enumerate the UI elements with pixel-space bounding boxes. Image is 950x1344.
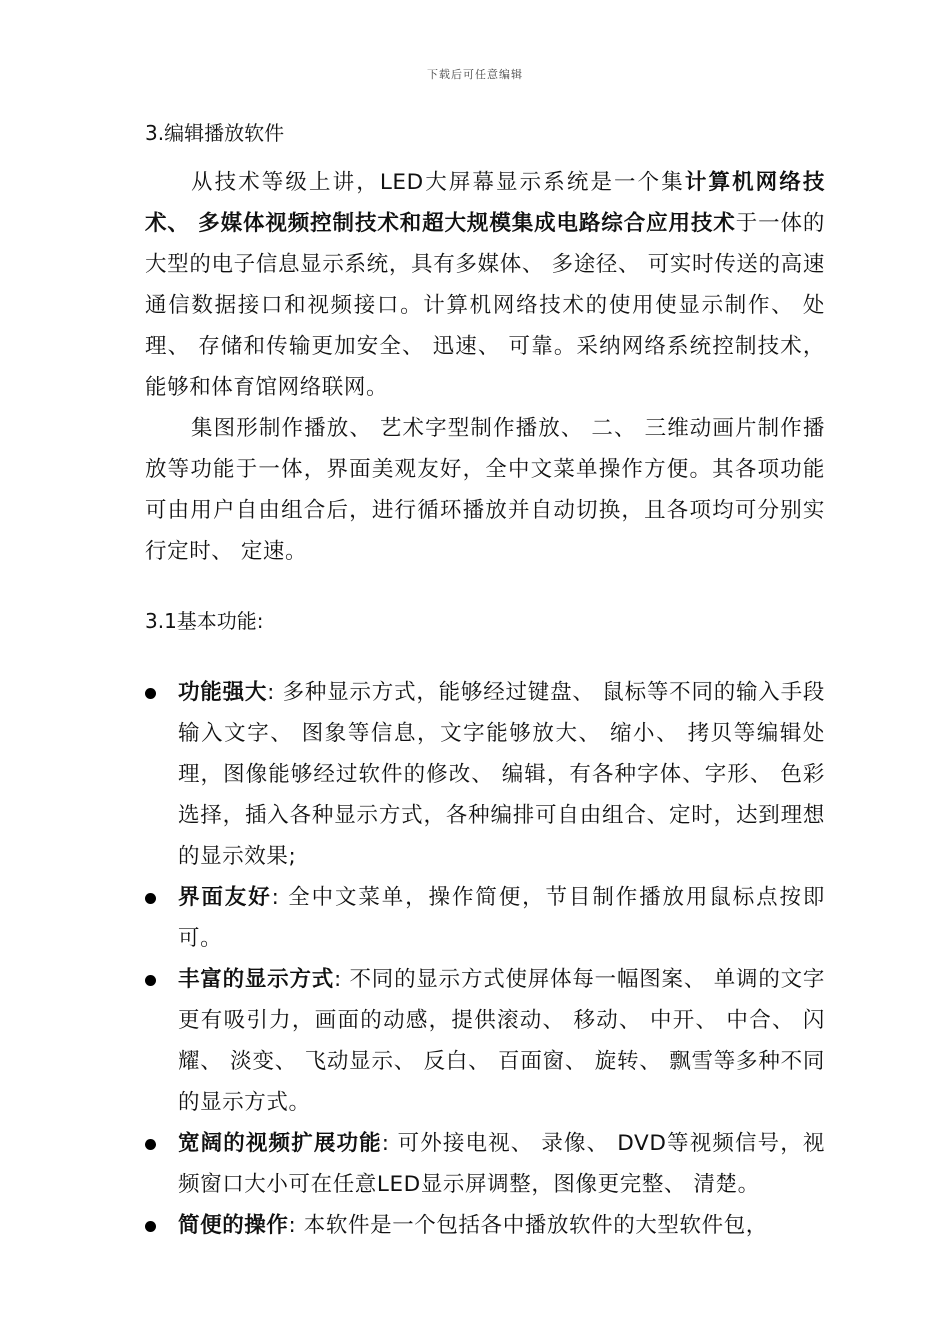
- list-item-title: 宽阔的视频扩展功能: [178, 1131, 382, 1156]
- paragraph-features: 集图形制作播放、 艺术字型制作播放、 二、 三维动画片制作播放等功能于一体，界面美观友好，全中文菜单操作方便。其各项功能可由用户自由组合后，进行循环播放并自动切换，且各项均可分别实行定时、 定速。: [145, 416, 825, 564]
- list-item-text: : 本软件是一个包括各中播放软件的大型软件包，: [288, 1213, 768, 1238]
- section-heading-basic-functions: 3.1基本功能:: [145, 609, 264, 633]
- list-item: [145, 672, 825, 877]
- section-heading-editing-software: 3.编辑播放软件: [145, 121, 285, 145]
- bullet-icon: [145, 975, 156, 986]
- list-item: [145, 1123, 825, 1205]
- list-item-title: 丰富的显示方式: [178, 967, 335, 992]
- list-item-title: 界面友好: [178, 885, 272, 910]
- bullet-icon: [145, 1139, 156, 1150]
- bullet-icon: [145, 688, 156, 699]
- list-item-title: 简便的操作: [178, 1213, 289, 1238]
- list-item-text: : 多种显示方式，能够经过键盘、 鼠标等不同的输入手段输入文字、 图象等信息，文字能够放大、 缩小、 拷贝等编辑处理，图像能够经过软件的修改、 编辑，有各种字体、字形、 色彩选择，插入各种显示方式，各种编排可自由组合、定时，达到理想的显示效果;: [178, 680, 825, 869]
- list-item: [145, 1205, 825, 1246]
- list-item: [145, 877, 825, 959]
- list-item-title: 功能强大: [178, 680, 268, 705]
- paragraph-intro-text: 从技术等级上讲，LED大屏幕显示系统是一个集: [191, 170, 685, 195]
- feature-list: [145, 672, 825, 1246]
- bullet-icon: [145, 893, 156, 904]
- page-header: 下载后可任意编辑: [427, 68, 523, 81]
- list-item-text: : 不同的显示方式使屏体每一幅图案、 单调的文字更有吸引力，画面的动感，提供滚动、 移动、 中开、 中合、 闪耀、 淡变、 飞动显示、 反白、 百面窗、 旋转、 飘雪等多种不同的显示方式。: [178, 967, 825, 1115]
- paragraph-led-system: [145, 162, 825, 408]
- paragraph-bold-technologies: 计算机网络技术、 多媒体视频控制技术和超大规模集成电路综合应用技术: [145, 170, 825, 236]
- list-item-text: : 可外接电视、 录像、 DVD等视频信号，视频窗口大小可在任意LED显示屏调整，图像更完整、 清楚。: [178, 1131, 825, 1197]
- bullet-icon: [145, 1221, 156, 1232]
- list-item-text: : 全中文菜单，操作简便，节目制作播放用鼠标点按即可。: [178, 885, 825, 951]
- list-item: [145, 959, 825, 1123]
- document-body: [145, 118, 825, 1246]
- paragraph-rest-text: 于一体的大型的电子信息显示系统，具有多媒体、 多途径、 可实时传送的高速通信数据接口和视频接口。计算机网络技术的使用使显示制作、 处理、 存储和传输更加安全、 迅速、 可靠。采纳网络系统控制技术，能够和体育馆网络联网。: [145, 211, 825, 400]
